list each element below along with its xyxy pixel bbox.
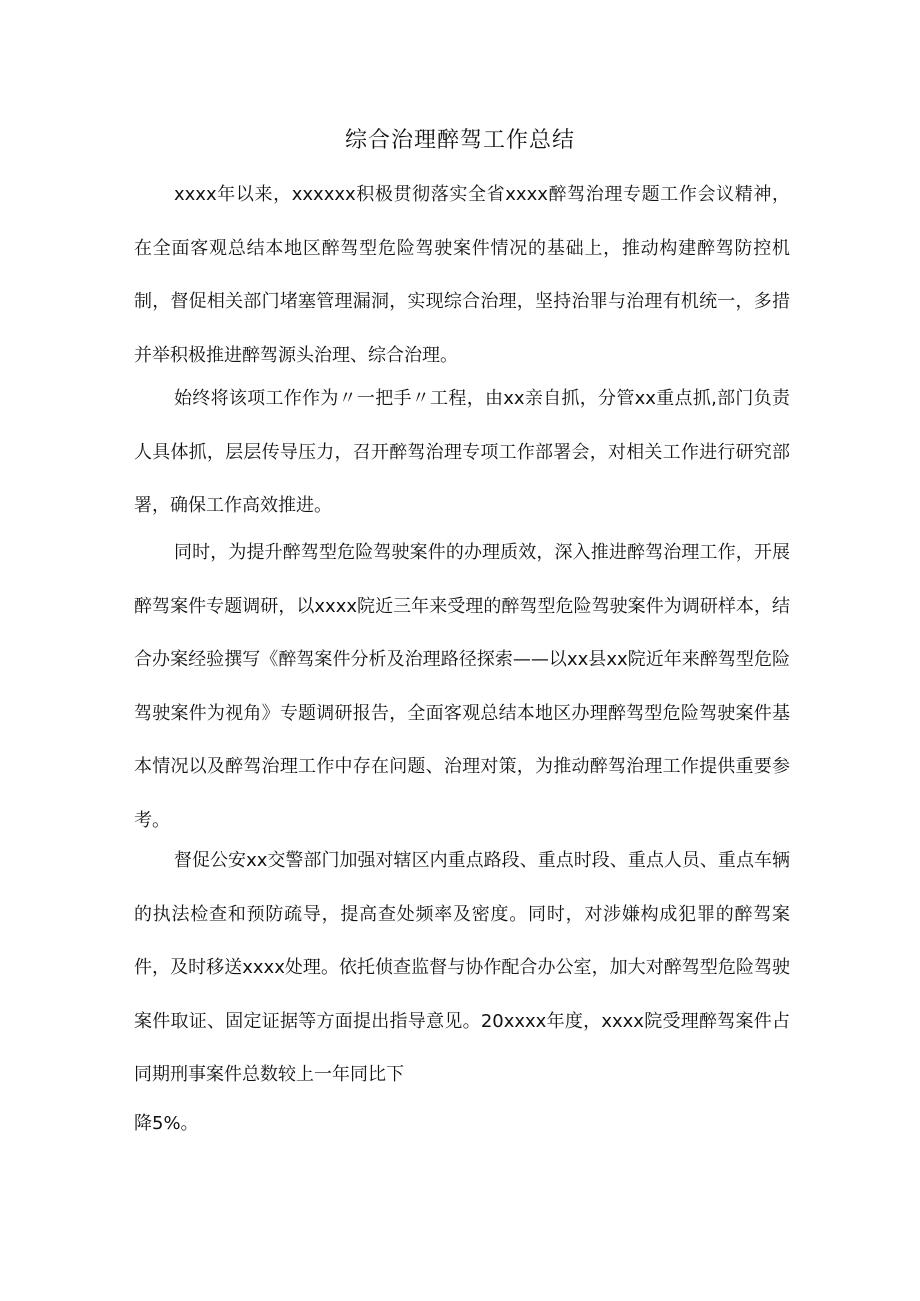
document-title: 综合治理醉驾工作总结 <box>344 128 575 153</box>
paragraph-enforcement: 督促公安xx交警部门加强对辖区内重点路段、重点时段、重点人员、重点车辆的执法检查和预防疏导，提高查处频率及密度。同时，对涉嫌构成犯罪的醉驾案件，及时移送xxxx处理。依托侦查监督与协作配合办公室，加大对醉驾型危险驾驶案件取证、固定证据等方面提出指导意见。20xxxx年度，xxxx院受理醉驾案件占同期刑事案件总数较上一年同比下 <box>134 850 790 1085</box>
paragraph-leadership: 始终将该项工作作为〃一把手〃工程，由xx亲自抓，分管xx重点抓,部门负责人具体抓，层层传导压力，召开醉驾治理专项工作部署会，对相关工作进行研究部署，确保工作高效推进。 <box>134 388 790 516</box>
paragraph-research: 同时，为提升醉驾型危险驾驶案件的办理质效，深入推进醉驾治理工作，开展醉驾案件专题调研，以xxxx院近三年来受理的醉驾型危险驾驶案件为调研样本，结合办案经验撰写《醉驾案件分析及治理路径探索——以xx县xx院近年来醉驾型危险驾驶案件为视角》专题调研报告，全面客观总结本地区办理醉驾型危险驾驶案件基本情况以及醉驾治理工作中存在问题、治理对策，为推动醉驾治理工作提供重要参考。 <box>134 542 790 831</box>
paragraph-tail: 降5%。 <box>134 1113 199 1134</box>
paragraph-intro: xxxx年以来，xxxxxx积极贯彻落实全省xxxx醉驾治理专题工作会议精神，在全面客观总结本地区醉驾型危险驾驶案件情况的基础上，推动构建醉驾防控机制，督促相关部门堵塞管理漏洞，实现综合治理，坚持治罪与治理有机统一，多措并举积极推进醉驾源头治理、综合治理。 <box>134 184 790 366</box>
